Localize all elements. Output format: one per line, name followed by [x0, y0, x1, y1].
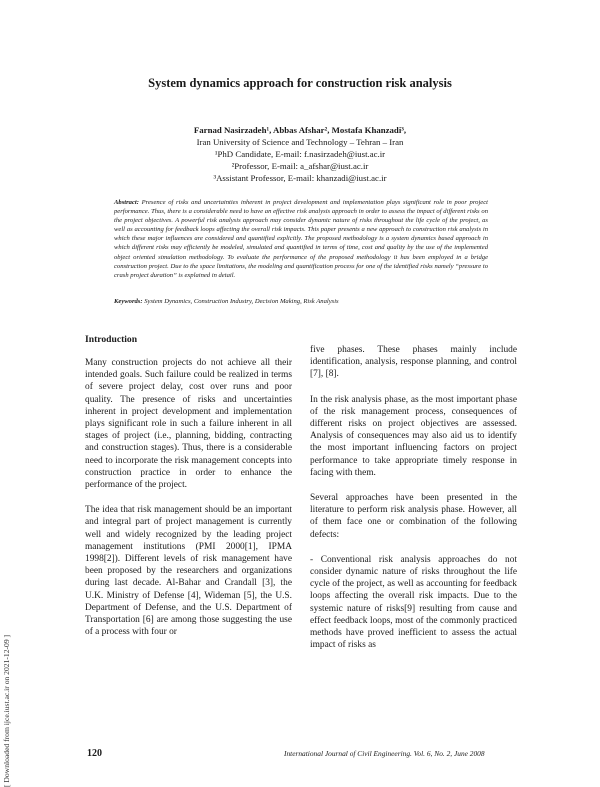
paragraph: The idea that risk management should be an important and integral part of project management is currently well and widely recognized by the leading project management institutions (PMI 2000[1], IPMA 1998[2]). Different levels of risk management have been proposed by the researchers and organizations during last decade. Al-Bahar and Crandall [3], the U.K. Ministry of Defense [4], Wideman [5], the U.S. Department of Defense, and the U.S. Department of Transportation [6] are among those suggesting the use of a process with four or: [85, 505, 292, 638]
institution: Iran University of Science and Technology – Tehran – Iran: [196, 137, 404, 147]
page-number: 120: [87, 748, 102, 759]
paragraph: Many construction projects do not achieve all their intended goals. Such failure could be realized in terms of severe project delay, cost over runs and poor quality. The presence of risks and uncertainties inherent in project development and implementation plays significant role in such a failure inherent in all stages of project (i.e., planning, bidding, contracting and construction stages). Thus, there is a considerable need to incorporate the risk management concepts into construction practice in order to enhance the performance of the project.: [85, 358, 292, 491]
section-heading-introduction: Introduction: [85, 334, 138, 345]
paragraph: In the risk analysis phase, as the most important phase of the risk management process, consequences of different risks on project objectives are assessed. Analysis of consequences may also aid us to identify the most important influencing factors on project performance to take appropriate timely response in facing with them.: [310, 394, 517, 478]
left-column: [85, 357, 292, 651]
paragraph: Several approaches have been presented in the literature to perform risk analysis phase. However, all of them face one or combination of the following defects:: [310, 493, 517, 540]
paragraph: - Conventional risk analysis approaches do not consider dynamic nature of risks throughout the life cycle of the project, as well as accounting for feedback loops affecting the overall risk impacts. Due to the systemic nature of risks[9] resulting from cause and effect feedback loops, most of the commonly practiced methods have proved inefficient to assess the actual impact of risks as: [310, 554, 517, 651]
author-names: Farnad Nasirzadeh¹, Abbas Afshar², Mostafa Khanzadi³,: [193, 125, 407, 135]
affiliation-1: ¹PhD Candidate, E-mail: f.nasirzadeh@iust.ac.ir: [214, 149, 386, 159]
journal-reference: International Journal of Civil Engineering. Vol. 6, No. 2, June 2008: [284, 749, 485, 758]
abstract-text: Presence of risks and uncertainties inherent in project development and implementation plays significant role in poor project performance. Thus, there is a considerable need to have an effective risk analysis approach in order to assess the impact of different risks on the project objectives. A powerful risk analysis approach may consider dynamic nature of risks throughout the life cycle of the project, as well as accounting for feedback loops affecting the overall risk impacts. This paper presents a new approach to construction risk analysis in which these major influences are considered and quantified explicitly. The proposed methodology is a system dynamics based approach in which different risks may efficiently be modeled, simulated and quantified in terms of time, cost and quality by the use of the implemented object oriented simulation methodology. To evaluate the performance of the proposed methodology it has been employed in a bridge construction project. Due to the space limitations, the modeling and quantification process for one of the identified risks namely “pressure to crash project duration” is explained in detail.: [114, 199, 488, 279]
download-stamp: [ Downloaded from ijce.iust.ac.ir on 2021-12-09 ]: [2, 634, 11, 787]
paragraph: five phases. These phases mainly include identification, analysis, response planning, and control [7], [8].: [310, 345, 517, 380]
author-block: [100, 124, 500, 184]
affiliation-3: ³Assistant Professor, E-mail: khanzadi@iust.ac.ir: [213, 173, 387, 183]
keywords: [114, 298, 488, 305]
abstract-label: Abstract:: [114, 199, 139, 206]
right-column: [310, 344, 517, 664]
keywords-text: System Dynamics, Construction Industry, Decision Making, Risk Analysis: [144, 298, 339, 305]
paper-title: System dynamics approach for construction risk analysis: [148, 76, 452, 90]
abstract: [114, 198, 488, 280]
affiliation-2: ²Professor, E-mail: a_afshar@iust.ac.ir: [231, 161, 369, 171]
keywords-label: Keywords:: [114, 298, 143, 305]
